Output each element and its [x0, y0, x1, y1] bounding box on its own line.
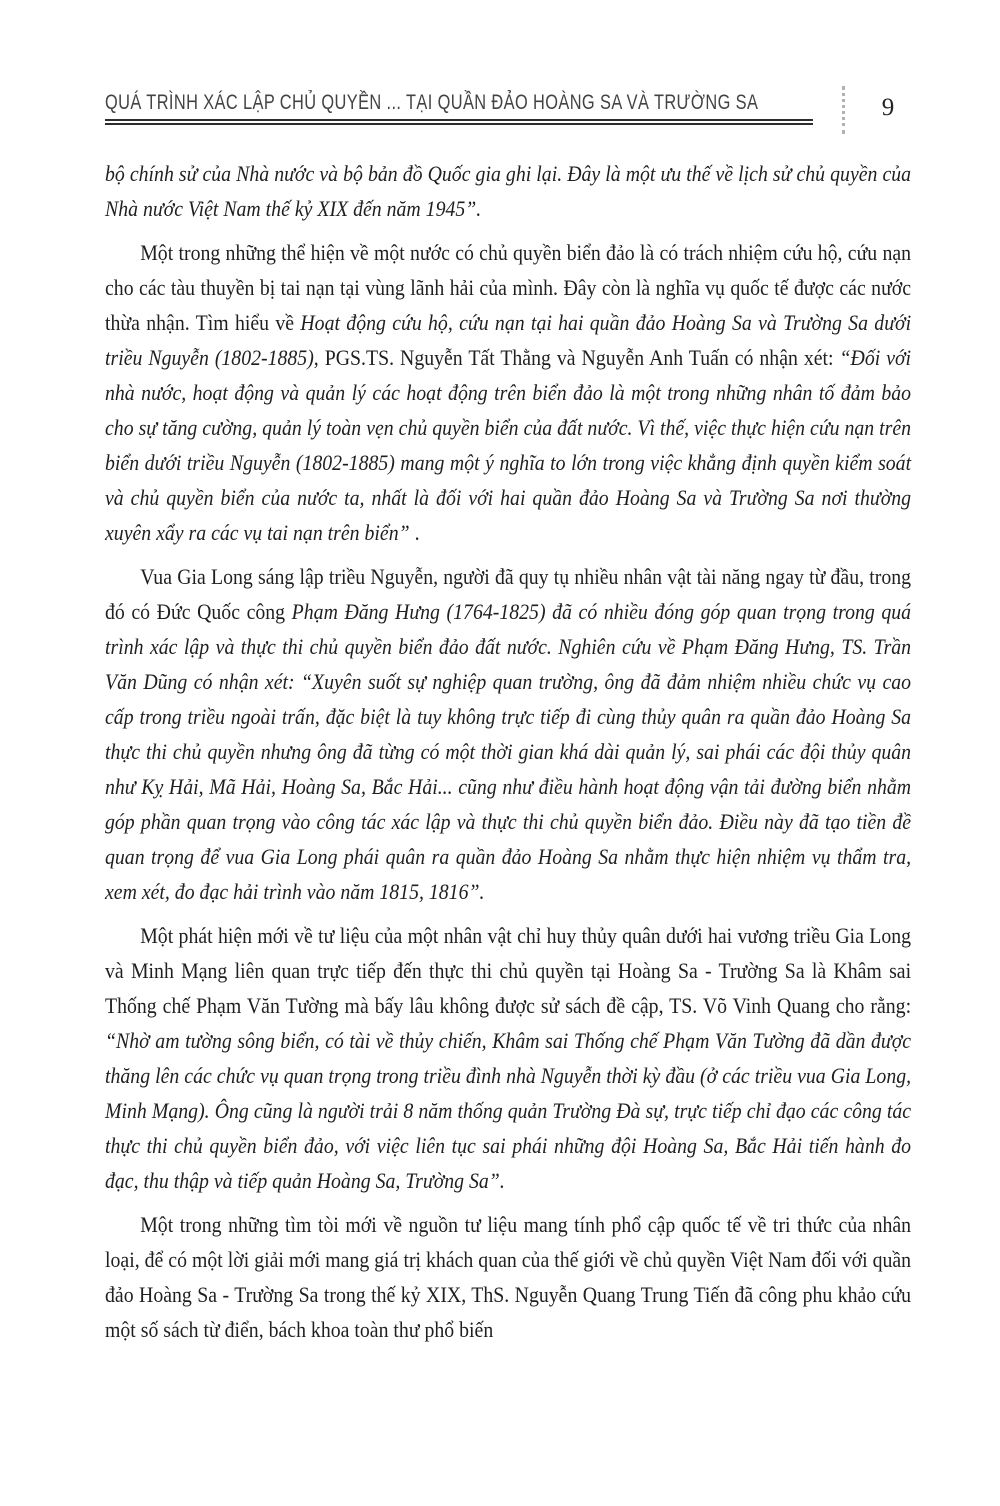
text-run: Một phát hiện mới về tư liệu của một nhân vật chỉ huy thủy quân dưới hai vương triều Gia Long và Minh Mạng liên quan trực tiếp đến thực thi chủ quyền tại Hoàng Sa - Trường Sa là Khâm sai Thống chế Phạm Văn Tường mà bấy lâu không được sử sách đề cập, TS. Võ Vinh Quang cho rằng: [105, 923, 912, 1018]
header-double-rule [105, 119, 813, 125]
text-run: Vua Gia Long sáng lập triều Nguyễn, người đã quy tụ nhiều nhân vật tài năng ngay từ đầu, trong đó có Đức Quốc công [105, 564, 912, 624]
paragraph [105, 918, 911, 1198]
paragraph [105, 559, 911, 909]
page-number: 9 [881, 94, 895, 121]
text-run: . [409, 520, 420, 545]
text-run-italic: Phạm Đăng Hưng (1764-1825) đã có nhiều đóng góp quan trọng trong quá trình xác lập và thực thi chủ quyền biển đảo đất nước. Nghiên cứu về Phạm Đăng Hưng, TS. Trần Văn Dũng có nhận xét: “Xuyên suốt sự nghiệp quan trường, ông đã đảm nhiệm nhiều chức vụ cao cấp trong triều ngoài trấn, đặc biệt là tuy không trực tiếp đi cùng thủy quân ra quần đảo Hoàng Sa thực thi chủ quyền nhưng ông đã từng có một thời gian khá dài quản lý, sai phái các đội thủy quân như Kỵ Hải, Mã Hải, Hoàng Sa, Bắc Hải... cũng như điều hành hoạt động vận tải đường biển nhằm góp phần quan trọng vào công tác xác lập và thực thi chủ quyền biển đảo. Điều này đã tạo tiền đề quan trọng để vua Gia Long phái quân ra quần đảo Hoàng Sa nhằm thực hiện nhiệm vụ thẩm tra, xem xét, đo đạc hải trình vào năm 1815, 1816”. [105, 599, 912, 904]
text-run-italic: Hoạt động cứu hộ, cứu nạn tại hai quần đảo Hoàng Sa và Trường Sa dưới triều Nguyễn (1802-1885) [105, 310, 912, 370]
header-dotted-divider [842, 86, 845, 134]
text-run: Một trong những tìm tòi mới về nguồn tư liệu mang tính phổ cập quốc tế về tri thức của nhân loại, để có một lời giải mới mang giá trị khách quan của thế giới về chủ quyền Việt Nam đối với quần đảo Hoàng Sa - Trường Sa trong thế kỷ XIX, ThS. Nguyễn Quang Trung Tiến đã công phu khảo cứu một số sách từ điển, bách khoa toàn thư phổ biến [105, 1212, 912, 1342]
text-run: Một trong những thể hiện về một nước có chủ quyền biển đảo là có trách nhiệm cứu hộ, cứu nạn cho các tàu thuyền bị tai nạn tại vùng lãnh hải của mình. Đây còn là nghĩa vụ quốc tế được các nước thừa nhận. Tìm hiểu về [105, 240, 912, 335]
text-run-italic: bộ chính sử của Nhà nước và bộ bản đồ Quốc gia ghi lại. Đây là một ưu thế về lịch sử chủ quyền của Nhà nước Việt Nam thế kỷ XIX đến năm 1945”. [105, 161, 912, 221]
paragraph [105, 156, 911, 226]
text-run: , PGS.TS. Nguyễn Tất Thằng và Nguyễn Anh Tuấn có nhận xét: [313, 345, 840, 370]
running-header-title: QUÁ TRÌNH XÁC LẬP CHỦ QUYỀN ... TẠI QUẦN ĐẢO HOÀNG SA VÀ TRƯỜNG SA [105, 91, 759, 114]
paragraph [105, 235, 911, 550]
paragraph [105, 1207, 911, 1347]
body-text [105, 156, 911, 1347]
text-run-italic: “Nhờ am tường sông biển, có tài về thủy chiến, Khâm sai Thống chế Phạm Văn Tường đã dần được thăng lên các chức vụ quan trọng trong triều đình nhà Nguyễn thời kỳ đầu (ở các triều vua Gia Long, Minh Mạng). Ông cũng là người trải 8 năm thống quản Trường Đà sự, trực tiếp chỉ đạo các công tác thực thi chủ quyền biển đảo, với việc liên tục sai phái những đội Hoàng Sa, Bắc Hải tiến hành đo đạc, thu thập và tiếp quản Hoàng Sa, Trường Sa”. [105, 1028, 912, 1193]
text-run-italic: “Đối với nhà nước, hoạt động và quản lý các hoạt động trên biển đảo là một trong những nhân tố đảm bảo cho sự tăng cường, quản lý toàn vẹn chủ quyền biển của đất nước. Vì thế, việc thực hiện cứu nạn trên biển dưới triều Nguyễn (1802-1885) mang một ý nghĩa to lớn trong việc khẳng định quyền kiểm soát và chủ quyền biển của nước ta, nhất là đối với hai quần đảo Hoàng Sa và Trường Sa nơi thường xuyên xẩy ra các vụ tai nạn trên biển” [105, 345, 912, 545]
